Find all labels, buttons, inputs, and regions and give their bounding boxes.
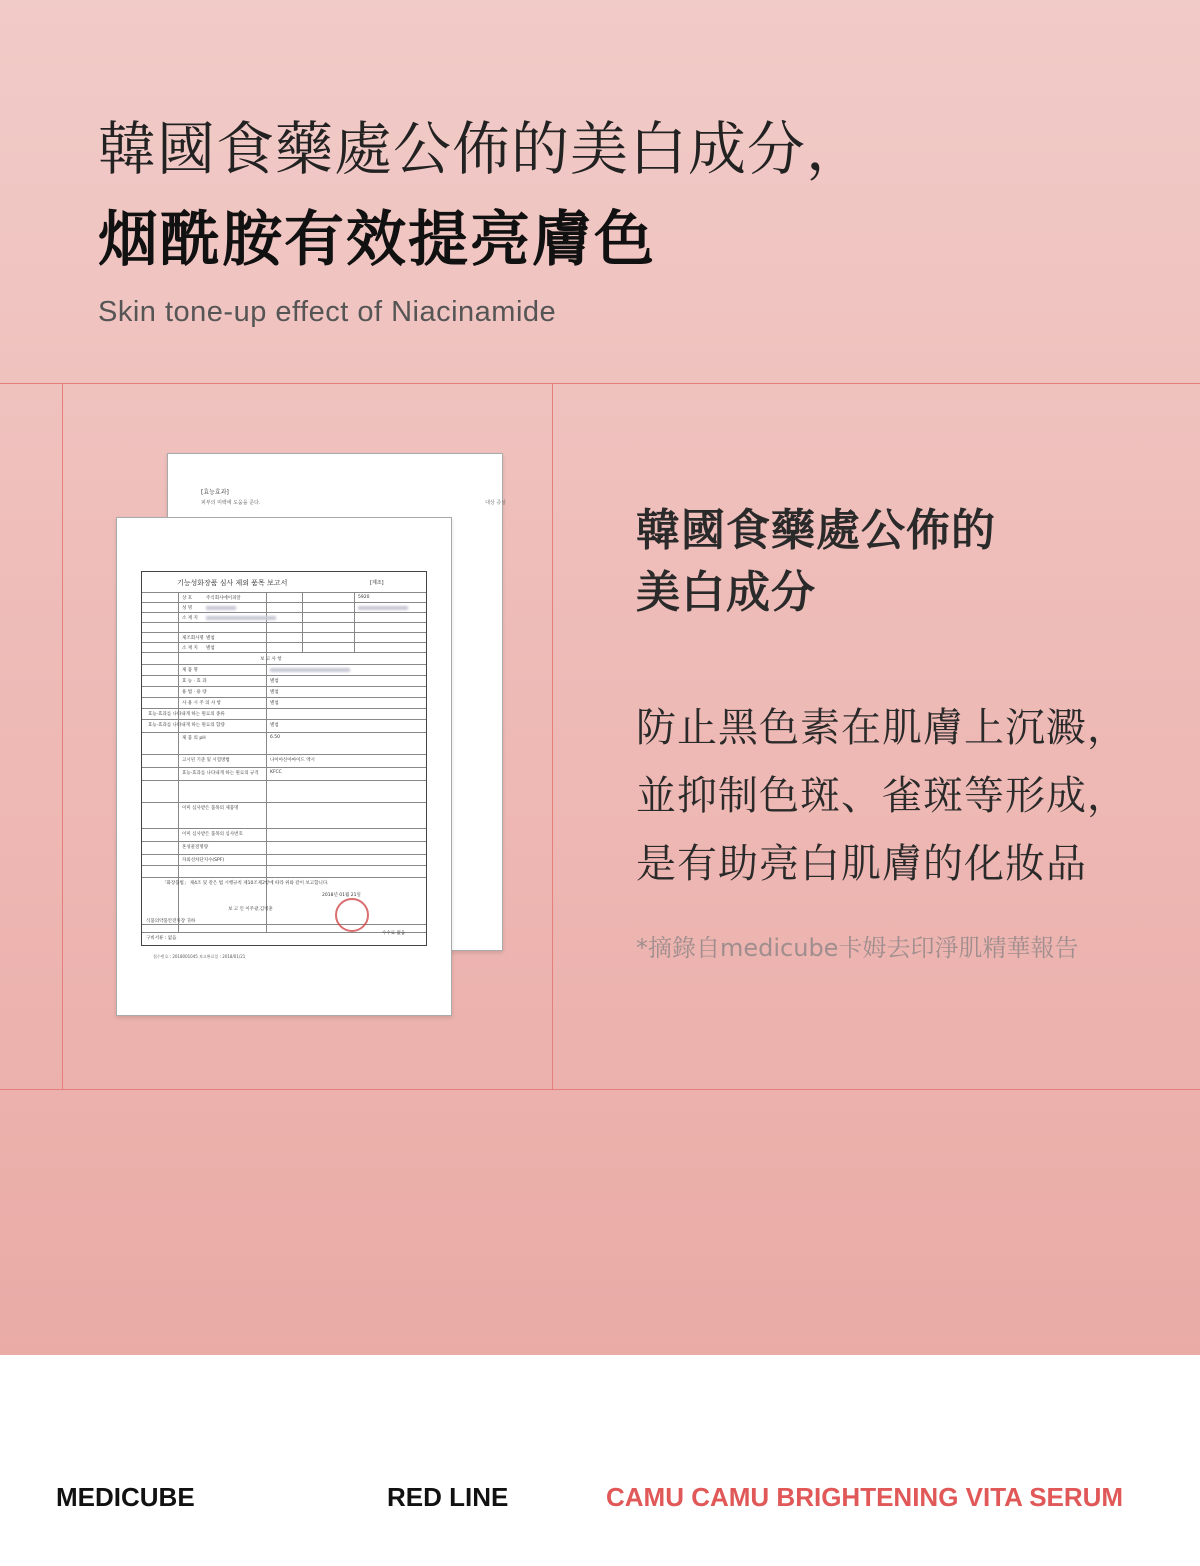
back-doc-subheader: 피부의 미백에 도움을 준다. [201, 500, 261, 506]
form-receipt: 접수번호 : 2018001045 보고완료일 : 2018/01/21 [153, 954, 246, 959]
form-value: 5920 [358, 595, 370, 600]
form-row-label: 용 법 · 용 량 [182, 690, 207, 695]
footer-line-name: RED LINE [387, 1482, 509, 1512]
form-row-label: 제 품 의 pH [182, 736, 206, 741]
form-value: 별첨 [270, 679, 279, 684]
headline-line-2: 烟酰胺有效提亮膚色 [98, 205, 656, 275]
form-row-label: 고시된 기준 및 시험방법 [182, 758, 230, 763]
form-office: 식품의약품안전처장 귀하 [146, 919, 196, 924]
panel-body-line-3: 是有助亮白肌膚的化妝品 [636, 841, 1087, 887]
form-section-label: 보 고 사 항 [260, 657, 282, 662]
report-document-front [116, 517, 452, 1016]
form-row-label: 혼성물질명량 [182, 845, 209, 850]
back-doc-header: [효능효과] [201, 489, 229, 496]
form-row-label: 효 능 · 효 과 [182, 679, 207, 684]
form-row-label: 이미 심사받은 품목의 심사번호 [182, 832, 243, 837]
form-row-label: 자외선차단지수(SPF) [182, 858, 225, 863]
footer [0, 1355, 1200, 1566]
form-row-label: 효능·효과를 나타내게 하는 원료의 함량 [148, 723, 225, 728]
form-fee-value: 수수료 없음 [382, 931, 406, 936]
panel-title-line-2: 美白成分 [636, 567, 816, 618]
divider-left [62, 383, 63, 1089]
form-row-label: 소 재 지 [182, 616, 198, 621]
form-row-label: 상 호 [182, 596, 193, 601]
form-row-label: 제조회사명 [182, 636, 204, 641]
divider-middle [552, 383, 553, 1089]
form-reporter: 보 고 인 이주광,김병훈 [228, 907, 273, 912]
form-row-label: 소 재 지 [182, 646, 198, 651]
form-tag: [제조] [370, 580, 384, 586]
headline-subtitle: Skin tone-up effect of Niacinamide [98, 296, 557, 328]
report-form-table [141, 571, 427, 946]
form-value: 나이아신아마이드 액시 [270, 758, 315, 763]
panel-title-line-1: 韓國食藥處公佈的 [636, 505, 996, 556]
form-title: 기능성화장품 심사 제외 품목 보고서 [177, 579, 288, 587]
divider-top [0, 383, 1200, 384]
form-value: KFCC [270, 770, 282, 775]
form-row-label: 이미 심사받은 품목의 제품명 [182, 806, 239, 811]
panel-title [636, 500, 1156, 624]
back-doc-side-text: 대상 증상 [485, 500, 506, 506]
form-date: 2018년 01월 21일 [322, 893, 361, 898]
form-value: 별첨 [270, 723, 279, 728]
form-row-label: 사 용 시 주 의 사 항 [182, 701, 222, 706]
form-value: 별첨 [270, 701, 279, 706]
form-row-label: 효능·효과를 나타내게 하는 원료의 규격 [182, 771, 259, 776]
divider-bottom [0, 1089, 1200, 1090]
footer-product-name: CAMU CAMU BRIGHTENING VITA SERUM [606, 1482, 1124, 1512]
form-row-label: 제 품 명 [182, 668, 198, 673]
form-value: 별첨 [206, 636, 215, 641]
form-fee-label: 구비서류 : 없음 [146, 936, 177, 941]
panel-body-line-2: 並抑制色斑、雀斑等形成， [636, 773, 1128, 819]
source-note: *摘錄自medicube卡姆去印淨肌精華報告 [636, 934, 1079, 962]
panel-body-line-1: 防止黑色素在肌膚上沉澱， [636, 705, 1128, 751]
form-value: 주식회사에이피알 [206, 596, 241, 601]
panel-body [636, 694, 1176, 898]
official-seal-stamp [335, 898, 369, 932]
footer-brand: MEDICUBE [56, 1482, 195, 1512]
form-row-label: 효능·효과를 나타내게 하는 원료의 종류 [148, 712, 225, 717]
form-value: 별첨 [206, 646, 215, 651]
form-row-label: 성 명 [182, 606, 193, 611]
form-value: 6.50 [270, 735, 281, 740]
form-value: 별첨 [270, 690, 279, 695]
headline-line-1: 韓國食藥處公佈的美白成分， [98, 115, 866, 183]
form-statement: 「화장품법」 제4조 및 같은 법 시행규칙 제10조제2항에 따라 위와 같이 보고합니다. [162, 881, 329, 886]
